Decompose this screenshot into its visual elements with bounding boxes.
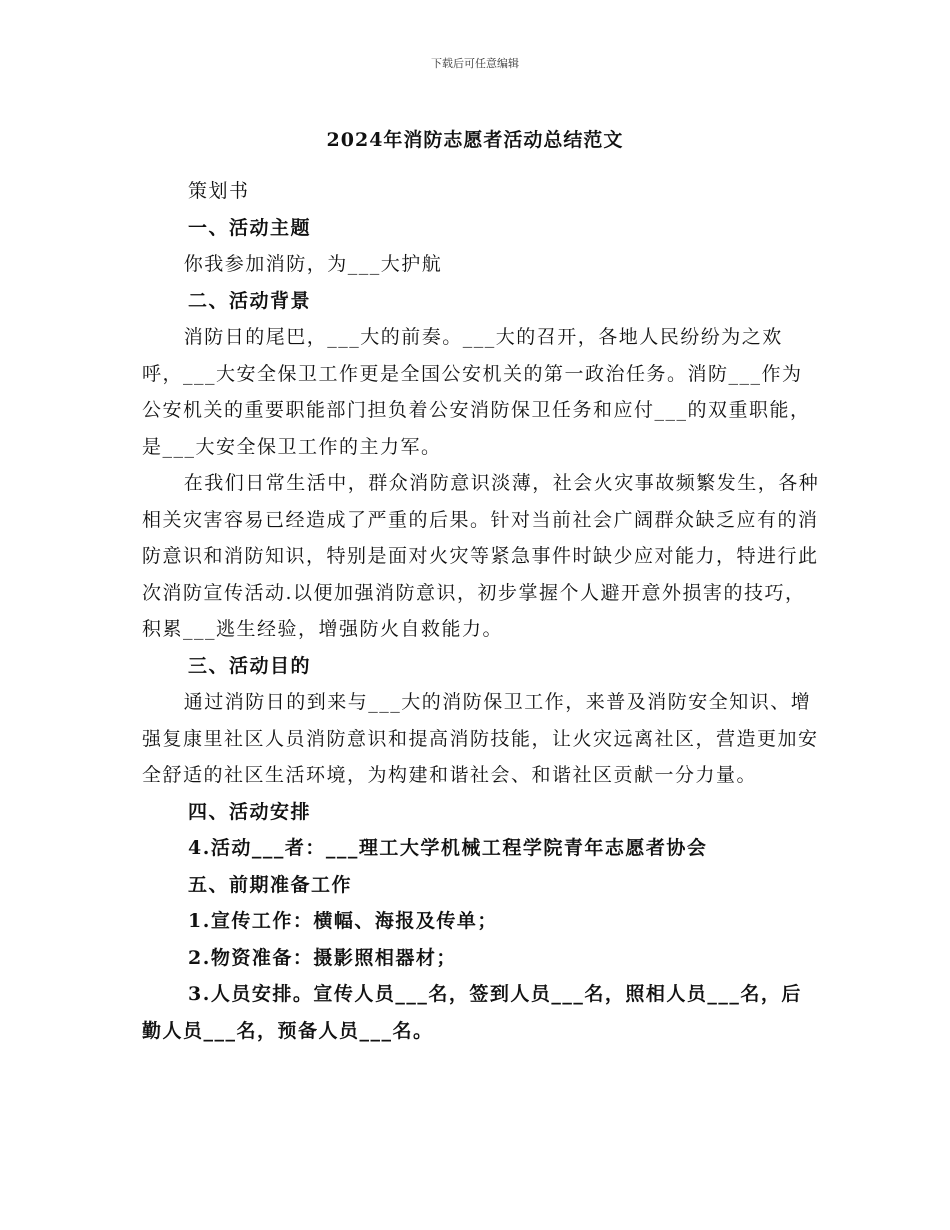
paragraph-background-2: 在我们日常生活中，群众消防意识淡薄，社会火灾事故频繁发生，各种相关灾害容易已经造成了严重的后果。针对当前社会广阔群众缺乏应有的消防意识和消防知识，特别是面对火灾等紧急事件时缺少应对能力，特进行此次消防宣传活动.以便加强消防意识，初步掌握个人避开意外损害的技巧，积累___逃生经验，增强防火自救能力。 — [142, 472, 820, 640]
section-heading-5: 五、前期准备工作 — [188, 873, 353, 896]
section-heading-2: 二、活动背景 — [188, 289, 312, 312]
section-label: 策划书 — [188, 180, 250, 202]
activity-organizer-line: 4.活动___者：___理工大学机械工程学院青年志愿者协会 — [188, 837, 708, 859]
paragraph-purpose: 通过消防日的到来与___大的消防保卫工作，来普及消防安全知识、增强复康里社区人员消防意识和提高消防技能，让火灾远离社区，营造更加安全舒适的社区生活环境，为构建和谐社会、和谐社区贡献一分力量。 — [142, 691, 819, 786]
prep-item-1: 1.宣传工作：横幅、海报及传单； — [188, 910, 498, 932]
page-header-note: 下载后可任意编辑 — [431, 57, 519, 70]
prep-item-3: 3.人员安排。宣传人员___名，签到人员___名，照相人员___名，后勤人员___名，预备人员___名。 — [142, 983, 802, 1042]
section-heading-4: 四、活动安排 — [188, 800, 312, 823]
paragraph-theme: 你我参加消防，为___大护航 — [183, 253, 443, 275]
document-title: 2024年消防志愿者活动总结范文 — [326, 129, 624, 151]
paragraph-background-1: 消防日的尾巴，___大的前奏。___大的召开，各地人民纷纷为之欢呼，___大安全保卫工作更是全国公安机关的第一政治任务。消防___作为公安机关的重要职能部门担负着公安消防保卫任务和应付___的双重职能，是___大安全保卫工作的主力军。 — [142, 326, 811, 458]
document-body — [142, 173, 822, 1049]
section-heading-1: 一、活动主题 — [188, 216, 312, 239]
section-heading-3: 三、活动目的 — [188, 654, 312, 677]
prep-item-2: 2.物资准备：摄影照相器材； — [188, 946, 457, 969]
